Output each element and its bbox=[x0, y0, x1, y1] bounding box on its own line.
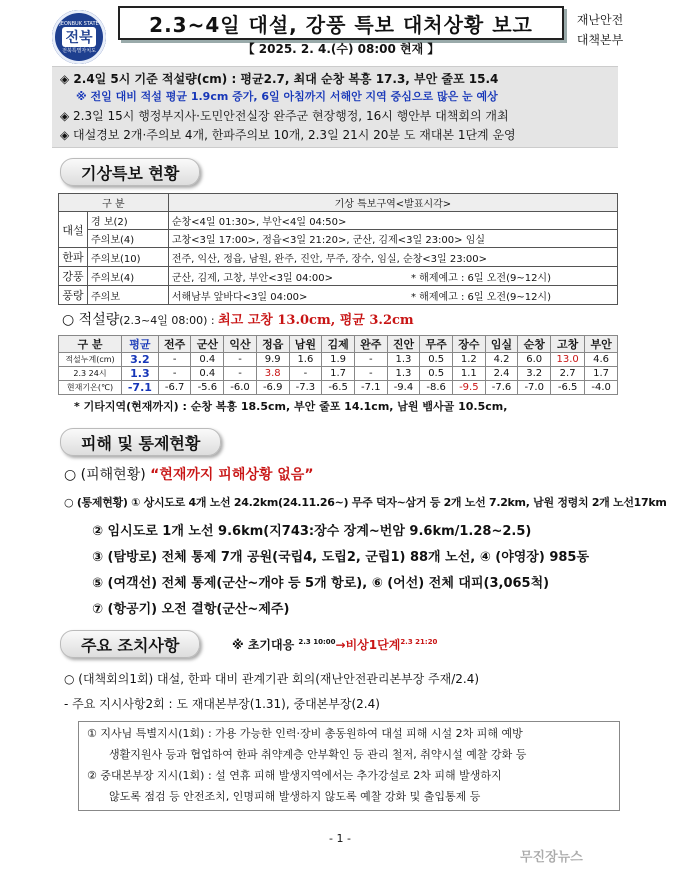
snow-cell: 3.8 bbox=[256, 367, 289, 381]
snow-note: * 기타지역(현재까지) : 순창 복흥 18.5cm, 부안 줄포 14.1cm, 남원 뱀사골 10.5cm, bbox=[74, 400, 508, 413]
snow-cell: - bbox=[224, 367, 257, 381]
snow-cell: -6.7 bbox=[158, 381, 191, 395]
snow-column-header: 장수 bbox=[452, 336, 485, 353]
weather-regions: 순창<4일 01:30>, 부안<4일 04:50> bbox=[168, 212, 617, 230]
snow-column-header: 고창 bbox=[551, 336, 585, 353]
snow-cell: -7.0 bbox=[518, 381, 551, 395]
snow-row-label: 현재기온(℃) bbox=[59, 381, 122, 395]
snow-cell: 1.6 bbox=[289, 353, 322, 367]
directive-line-4: 않도록 점검 등 안전조치, 인명피해 발생하지 않도록 예찰 강화 및 출입통제 등 bbox=[109, 790, 481, 803]
snow-table-header bbox=[59, 336, 618, 353]
logo-text-bottom: 전북특별자치도 bbox=[62, 47, 96, 54]
control-line-4: ⑤ (여객선) 전체 통제(군산~개야 등 5개 항로), ⑥ (어선) 전체 대피(3,065척) bbox=[92, 576, 550, 591]
snow-cell: -5.6 bbox=[191, 381, 224, 395]
weather-regions: 군산, 김제, 고창, 부안<3일 04:00> bbox=[168, 267, 408, 286]
weather-group-wind: 강풍 bbox=[59, 267, 88, 286]
table-row bbox=[59, 212, 618, 230]
summary-line-2: ※ 전일 대비 적설 평균 1.9cm 증가, 6일 아침까지 서해안 지역 중심으로 많은 눈 예상 bbox=[76, 90, 498, 103]
control-line-5: ⑦ (항공기) 오전 결항(군산~제주) bbox=[92, 602, 290, 617]
snow-cell: 3.2 bbox=[518, 367, 551, 381]
section-damage-title: 피해 및 통제현황 bbox=[60, 428, 221, 456]
snow-summary-value: 최고 고창 13.0cm, 평균 3.2cm bbox=[218, 313, 414, 328]
snow-cell: 2.7 bbox=[551, 367, 585, 381]
summary-line-3: ◈ 2.3일 15시 행정부지사·도민안전실장 완주군 현장행정, 16시 행안부 대책회의 개최 bbox=[60, 109, 509, 123]
snow-cell: -7.3 bbox=[289, 381, 322, 395]
directive-line-3: ② 중대본부장 지시(1회) : 설 연휴 피해 발생지역에서는 추가강설로 2차 피해 발생하지 bbox=[87, 769, 502, 782]
snow-cell: -7.6 bbox=[485, 381, 518, 395]
snow-cell: - bbox=[158, 367, 191, 381]
table-row bbox=[59, 353, 618, 367]
snow-cell: -7.1 bbox=[354, 381, 387, 395]
summary-box bbox=[52, 66, 618, 148]
snow-cell: - bbox=[354, 353, 387, 367]
report-date: 【 2025. 2. 4.(수) 08:00 현재 】 bbox=[242, 42, 440, 56]
snow-column-header: 남원 bbox=[289, 336, 322, 353]
summary-line-4: ◈ 대설경보 2개·주의보 4개, 한파주의보 10개, 2.3일 21시 20분 도 재대본 1단계 운영 bbox=[60, 128, 516, 142]
jeonbuk-logo bbox=[52, 10, 106, 64]
snow-cell: 6.0 bbox=[518, 353, 551, 367]
logo-text-main: 전북 bbox=[62, 27, 95, 47]
table-row bbox=[59, 367, 618, 381]
snow-cell: -6.0 bbox=[224, 381, 257, 395]
weather-type: 주의보 bbox=[88, 286, 169, 305]
watermark: 무진장뉴스 bbox=[520, 850, 583, 865]
weather-group-waves: 풍랑 bbox=[59, 286, 88, 305]
snow-column-header: 평균 bbox=[122, 336, 159, 353]
snow-column-header: 임실 bbox=[485, 336, 518, 353]
department-label bbox=[570, 10, 630, 50]
directives-box bbox=[78, 721, 620, 811]
summary-line-1: ◈ 2.4일 5시 기준 적설량(cm) : 평균2.7, 최대 순창 복흥 17.3, 부안 줄포 15.4 bbox=[60, 72, 499, 86]
table-row bbox=[59, 230, 618, 248]
snow-cell: 4.6 bbox=[585, 353, 618, 367]
measures-meeting: ○ (대책회의1회) 대설, 한파 대비 관계기관 회의(재난안전관리본부장 주재/2.4) bbox=[64, 672, 480, 686]
snow-column-header: 김제 bbox=[322, 336, 355, 353]
section-weather-title: 기상특보 현황 bbox=[60, 158, 200, 186]
weather-type: 주의보(10) bbox=[88, 248, 169, 267]
damage-status bbox=[64, 464, 314, 484]
snow-column-header: 정읍 bbox=[256, 336, 289, 353]
snow-cell: -8.6 bbox=[420, 381, 453, 395]
table-row bbox=[59, 286, 618, 305]
snow-cell: 3.2 bbox=[122, 353, 159, 367]
snow-cell: 1.3 bbox=[387, 367, 420, 381]
weather-regions: 전주, 익산, 정읍, 남원, 완주, 진안, 무주, 장수, 임실, 순창<3일 23:00> bbox=[168, 248, 617, 267]
snow-column-header: 순창 bbox=[518, 336, 551, 353]
measures-time-2: 2.3 21:20 bbox=[400, 638, 438, 646]
snow-cell: 1.3 bbox=[122, 367, 159, 381]
measures-time-1: 2.3 10:00 bbox=[298, 638, 336, 646]
weather-header-category: 구 분 bbox=[59, 194, 169, 212]
weather-type: 경 보(2) bbox=[88, 212, 169, 230]
snow-cell: 9.9 bbox=[256, 353, 289, 367]
snow-column-header: 부안 bbox=[585, 336, 618, 353]
weather-release-note: * 해제예고 : 6일 오전(9~12시) bbox=[408, 286, 618, 305]
snow-column-header: 구 분 bbox=[59, 336, 122, 353]
control-line-2: ② 임시도로 1개 노선 9.6km(지743:장수 장계~번암 9.6km/1.28~2.5) bbox=[92, 524, 532, 539]
weather-regions: 고창<3일 17:00>, 정읍<3일 21:20>, 군산, 김제<3일 23:00> 임실 bbox=[168, 230, 617, 248]
directive-line-2: 생활지원사 등과 협업하여 한파 취약계층 안부확인 등 관리 철저, 취약시설 예찰 강화 등 bbox=[109, 748, 527, 761]
snow-cell: - bbox=[354, 367, 387, 381]
snow-cell: -6.5 bbox=[551, 381, 585, 395]
weather-group-cold: 한파 bbox=[59, 248, 88, 267]
report-title: 2.3~4일 대설, 강풍 특보 대처상황 보고 bbox=[118, 6, 564, 40]
weather-type: 주의보(4) bbox=[88, 230, 169, 248]
table-row bbox=[59, 381, 618, 395]
snow-cell: 4.2 bbox=[485, 353, 518, 367]
snow-cell: 1.2 bbox=[452, 353, 485, 367]
snow-cell: -9.5 bbox=[452, 381, 485, 395]
weather-regions: 서해남부 앞바다<3일 04:00> bbox=[168, 286, 408, 305]
table-row bbox=[59, 248, 618, 267]
page-number: - 1 - bbox=[329, 832, 351, 845]
snow-cell: - bbox=[224, 353, 257, 367]
snow-cell: 13.0 bbox=[551, 353, 585, 367]
directive-line-1: ① 지사님 특별지시(1회) : 가용 가능한 인력·장비 총동원하여 대설 피해 시설 2차 피해 예방 bbox=[87, 727, 523, 740]
weather-type: 주의보(4) bbox=[88, 267, 169, 286]
snow-cell: 1.1 bbox=[452, 367, 485, 381]
snow-cell: 0.4 bbox=[191, 353, 224, 367]
snow-cell: -6.5 bbox=[322, 381, 355, 395]
snow-column-header: 전주 bbox=[158, 336, 191, 353]
snow-heading bbox=[62, 309, 414, 329]
snow-column-header: 진안 bbox=[387, 336, 420, 353]
snow-cell: 1.7 bbox=[585, 367, 618, 381]
snow-cell: -4.0 bbox=[585, 381, 618, 395]
snow-cell: -9.4 bbox=[387, 381, 420, 395]
snow-cell: - bbox=[289, 367, 322, 381]
weather-release-note: * 해제예고 : 6일 오전(9~12시) bbox=[408, 267, 618, 286]
department-line1: 재난안전 bbox=[576, 13, 624, 27]
snow-time: (2.3~4일 08:00) : bbox=[119, 314, 219, 327]
snow-cell: 1.7 bbox=[322, 367, 355, 381]
weather-header-regions: 기상 특보구역<발표시각> bbox=[168, 194, 617, 212]
measures-emergency-level: →비상1단계 bbox=[335, 638, 401, 652]
snow-cell: 1.3 bbox=[387, 353, 420, 367]
snow-cell: 0.5 bbox=[420, 367, 453, 381]
department-line2: 대책본부 bbox=[576, 33, 624, 47]
snow-row-label: 2.3 24시 bbox=[59, 367, 122, 381]
control-line-3: ③ (탐방로) 전체 통제 7개 공원(국립4, 도립2, 군립1) 88개 노선, ④ (야영장) 985동 bbox=[92, 550, 590, 565]
snow-cell: -7.1 bbox=[122, 381, 159, 395]
section-measures-title: 주요 조치사항 bbox=[60, 630, 200, 658]
measures-note: ※ 초기대응 bbox=[232, 638, 295, 652]
snow-cell: -6.9 bbox=[256, 381, 289, 395]
snow-column-header: 완주 bbox=[354, 336, 387, 353]
snow-cell: 0.4 bbox=[191, 367, 224, 381]
snow-cell: 0.5 bbox=[420, 353, 453, 367]
snow-column-header: 군산 bbox=[191, 336, 224, 353]
weather-group-snow: 대설 bbox=[59, 212, 88, 248]
damage-status-label: ○ (피해현황) bbox=[64, 467, 151, 483]
measures-directives: - 주요 지시사항2회 : 도 재대본부장(1.31), 중대본부장(2.4) bbox=[64, 697, 380, 711]
snow-label: ○ 적설량 bbox=[62, 312, 120, 328]
snow-table bbox=[58, 335, 618, 395]
damage-status-value: “현재까지 피해상황 없음” bbox=[150, 467, 314, 483]
table-row bbox=[59, 267, 618, 286]
weather-warning-table bbox=[58, 193, 618, 305]
measures-initial-response bbox=[232, 636, 437, 653]
snow-cell: 1.9 bbox=[322, 353, 355, 367]
snow-cell: - bbox=[158, 353, 191, 367]
snow-column-header: 익산 bbox=[224, 336, 257, 353]
snow-column-header: 무주 bbox=[420, 336, 453, 353]
snow-row-label: 적설누계(cm) bbox=[59, 353, 122, 367]
snow-cell: 2.4 bbox=[485, 367, 518, 381]
logo-text-top: JEONBUK STATE bbox=[59, 20, 99, 27]
control-line-1: ○ (통제현황) ① 상시도로 4개 노선 24.2km(24.11.26~) 무주 덕자~삼거 등 2개 노선 7.2km, 남원 정령치 2개 노선17km bbox=[64, 496, 667, 509]
